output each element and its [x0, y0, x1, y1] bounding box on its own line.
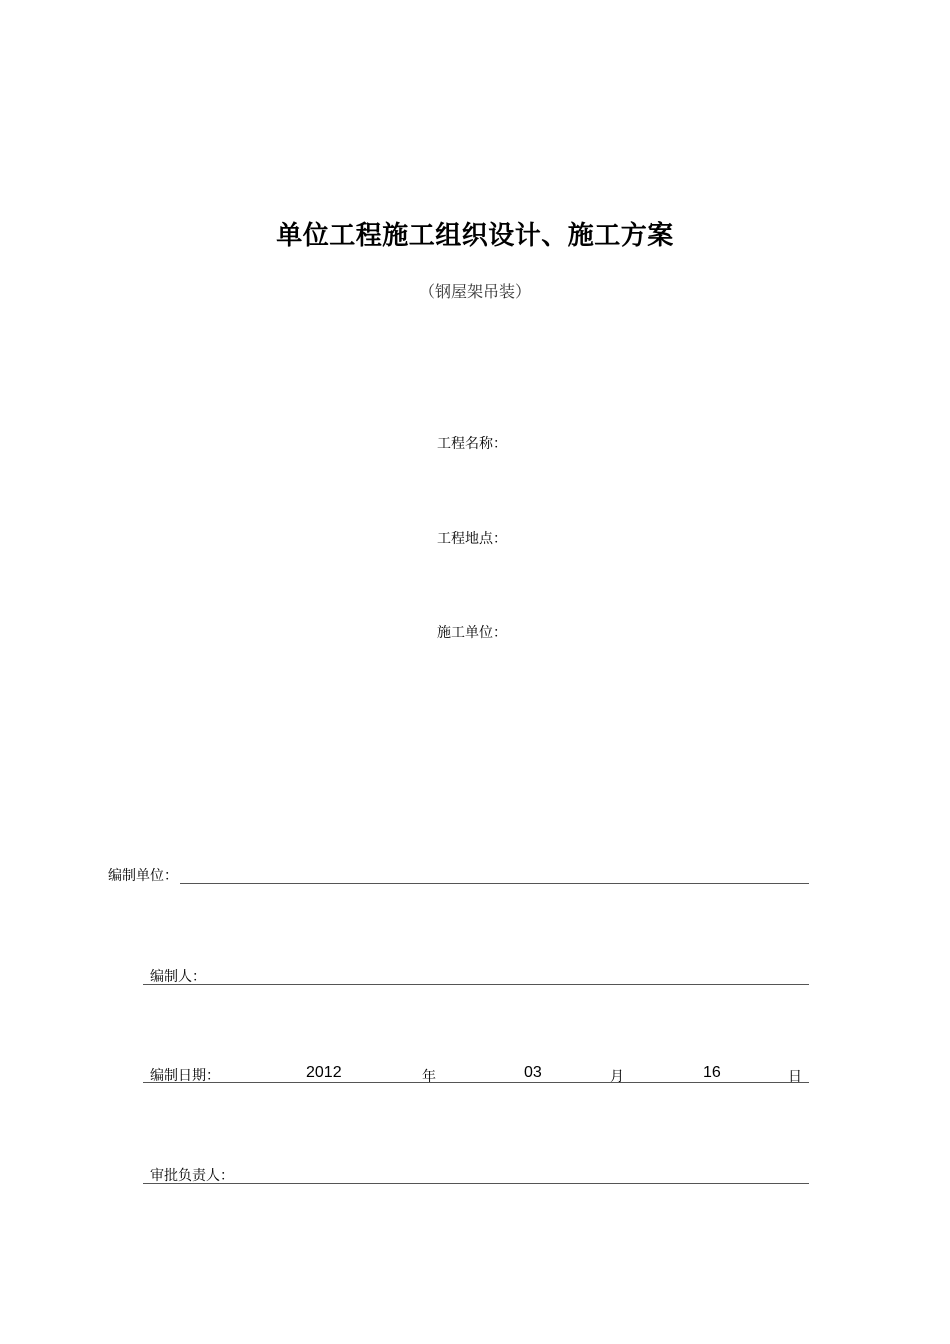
date-year: 2012: [306, 1064, 342, 1081]
date-month-unit: 月: [610, 1069, 624, 1085]
date-day: 16: [703, 1064, 721, 1081]
date-month: 03: [524, 1064, 542, 1081]
compile-date-label: 编制日期：: [150, 1068, 220, 1084]
document-title: 单位工程施工组织设计、施工方案: [276, 221, 674, 251]
project-name-label: 工程名称：: [437, 436, 507, 452]
contractor-label: 施工单位：: [437, 625, 507, 641]
project-location-label: 工程地点：: [437, 531, 507, 547]
compiler-underline: [143, 984, 809, 985]
compiling-unit-underline: [180, 883, 809, 884]
document-subtitle: （钢屋架吊装）: [418, 282, 531, 301]
date-day-unit: 日: [788, 1069, 802, 1085]
date-year-unit: 年: [422, 1069, 436, 1085]
approver-underline: [143, 1183, 809, 1184]
compile-date-underline: [143, 1082, 809, 1083]
compiler-label: 编制人：: [150, 969, 206, 985]
approver-label: 审批负责人：: [150, 1168, 234, 1184]
compiling-unit-label: 编制单位：: [108, 868, 178, 884]
